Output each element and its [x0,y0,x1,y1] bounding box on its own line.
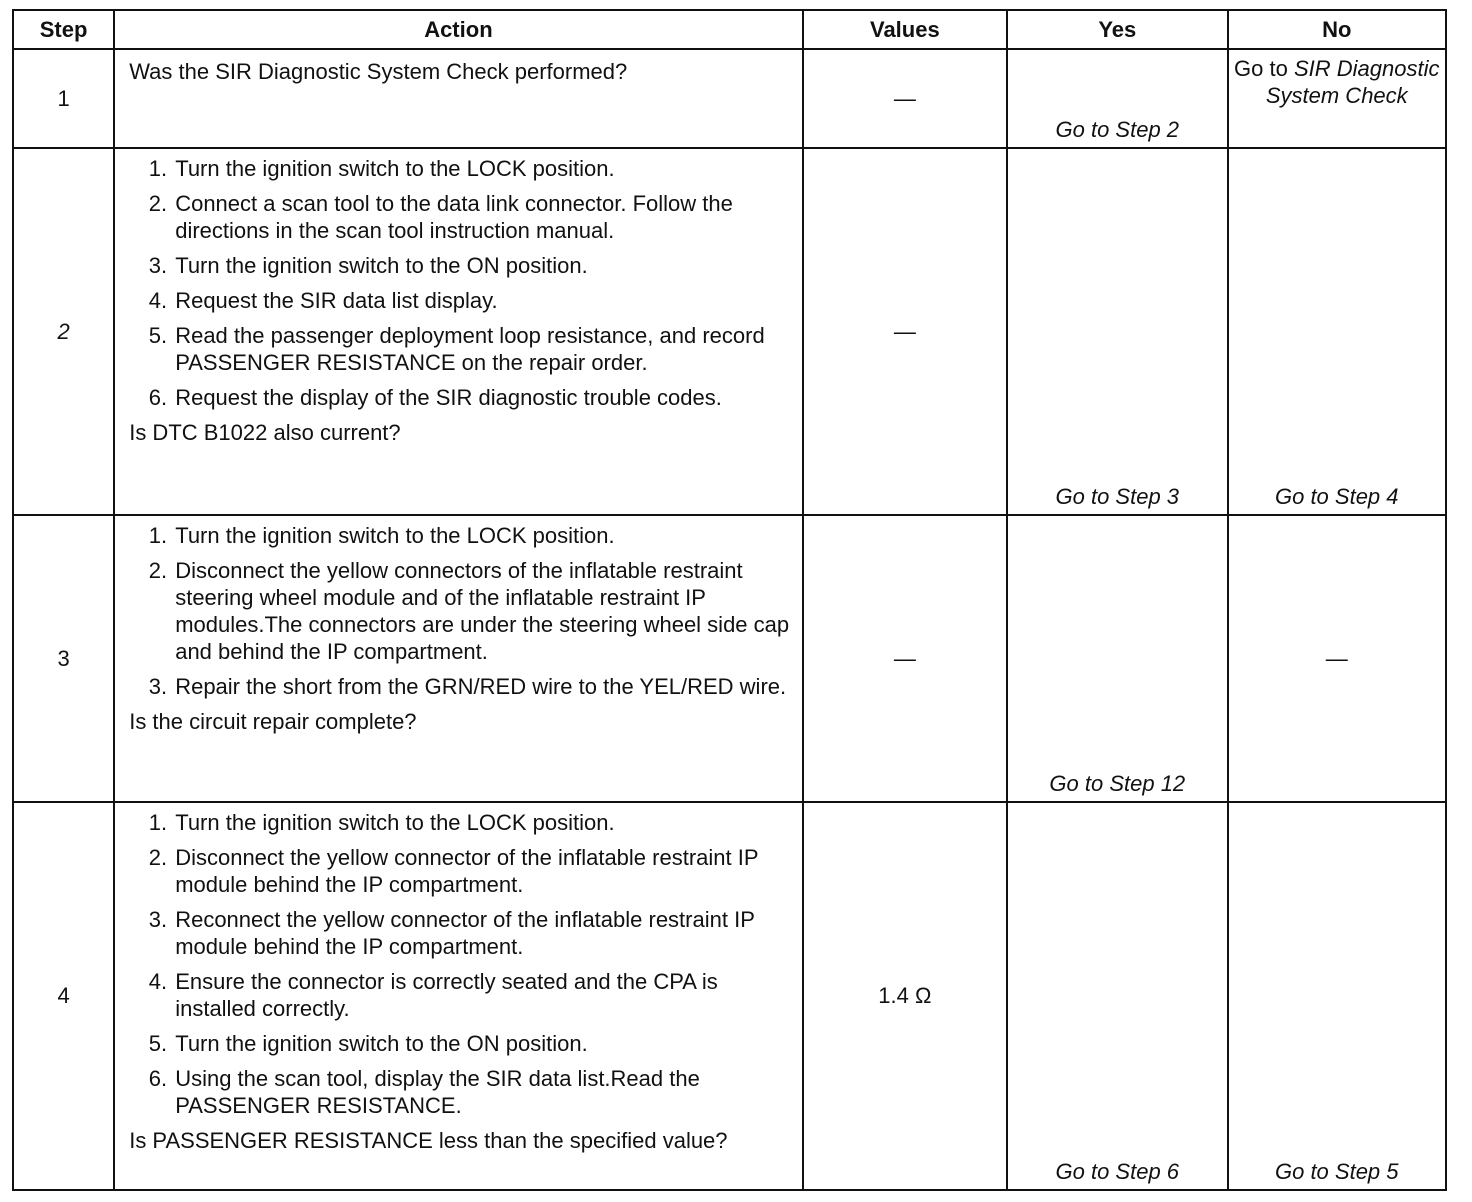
yes-link[interactable]: Go to Step 12 [1049,771,1186,796]
action-step: 3. Turn the ignition switch to the ON position. [173,252,791,279]
action-step: 2. Disconnect the yellow connectors of the inflatable restraint steering wheel module and of the inflatable restraint IP modules.The connectors are under the steering wheel side cap and behind the IP compartment. [173,557,791,665]
action-step: 5. Read the passenger deployment loop resistance, and record PASSENGER RESISTANCE on the repair order. [173,322,791,376]
yes-cell [1007,49,1227,148]
action-step: 1. Turn the ignition switch to the LOCK position. [173,809,791,836]
no-cell [1228,148,1446,515]
header-yes: Yes [1007,10,1227,49]
no-cell [1228,49,1446,148]
step-number: 3 [13,515,114,802]
value-cell: — [803,515,1007,802]
action-step: 3. Repair the short from the GRN/RED wire to the YEL/RED wire. [173,673,791,700]
action-steps [129,522,791,700]
step-number: 4 [13,802,114,1190]
action-cell [114,49,802,148]
yes-cell [1007,148,1227,515]
action-step: 6. Using the scan tool, display the SIR data list.Read the PASSENGER RESISTANCE. [173,1065,791,1119]
table-row [13,49,1446,148]
yes-link[interactable]: Go to Step 2 [1055,117,1180,142]
no-target: SIR Diagnostic System Check [1265,56,1440,108]
yes-link[interactable]: Go to Step 6 [1055,1159,1180,1184]
diagnostic-table [12,9,1447,1191]
action-step: 1. Turn the ignition switch to the LOCK position. [173,522,791,549]
action-question: Is DTC B1022 also current? [129,420,401,445]
action-step: 4. Ensure the connector is correctly seated and the CPA is installed correctly. [173,968,791,1022]
no-link[interactable]: Go to Step 4 [1274,484,1399,509]
no-prefix: Go to [1234,56,1288,81]
header-step: Step [13,10,114,49]
yes-cell [1007,515,1227,802]
header-values: Values [803,10,1007,49]
action-step: 1. Turn the ignition switch to the LOCK position. [173,155,791,182]
value-cell: — [803,148,1007,515]
header-row [13,10,1446,49]
action-step: 4. Request the SIR data list display. [173,287,791,314]
step-number: 2 [13,148,114,515]
action-steps [129,155,791,411]
action-question: Is PASSENGER RESISTANCE less than the specified value? [129,1128,728,1153]
table-row [13,515,1446,802]
table-row [13,802,1446,1190]
step-number: 1 [13,49,114,148]
no-link[interactable]: Go to Step 5 [1274,1159,1399,1184]
action-steps [129,809,791,1119]
action-step: 2. Connect a scan tool to the data link connector. Follow the directions in the scan tool instruction manual. [173,190,791,244]
value-cell: — [803,49,1007,148]
no-link[interactable] [1229,55,1445,109]
action-cell [114,802,802,1190]
action-cell [114,148,802,515]
table-row [13,148,1446,515]
header-action: Action [114,10,802,49]
yes-link[interactable]: Go to Step 3 [1055,484,1180,509]
action-step: 2. Disconnect the yellow connector of the inflatable restraint IP module behind the IP compartment. [173,844,791,898]
no-cell [1228,515,1446,802]
action-question: Was the SIR Diagnostic System Check performed? [129,59,628,84]
no-cell [1228,802,1446,1190]
header-no: No [1228,10,1446,49]
action-cell [114,515,802,802]
value-cell: 1.4 Ω [803,802,1007,1190]
action-question: Is the circuit repair complete? [129,709,417,734]
no-value: — [1325,645,1348,671]
action-step: 3. Reconnect the yellow connector of the inflatable restraint IP module behind the IP compartment. [173,906,791,960]
yes-cell [1007,802,1227,1190]
action-step: 6. Request the display of the SIR diagnostic trouble codes. [173,384,791,411]
action-step: 5. Turn the ignition switch to the ON position. [173,1030,791,1057]
